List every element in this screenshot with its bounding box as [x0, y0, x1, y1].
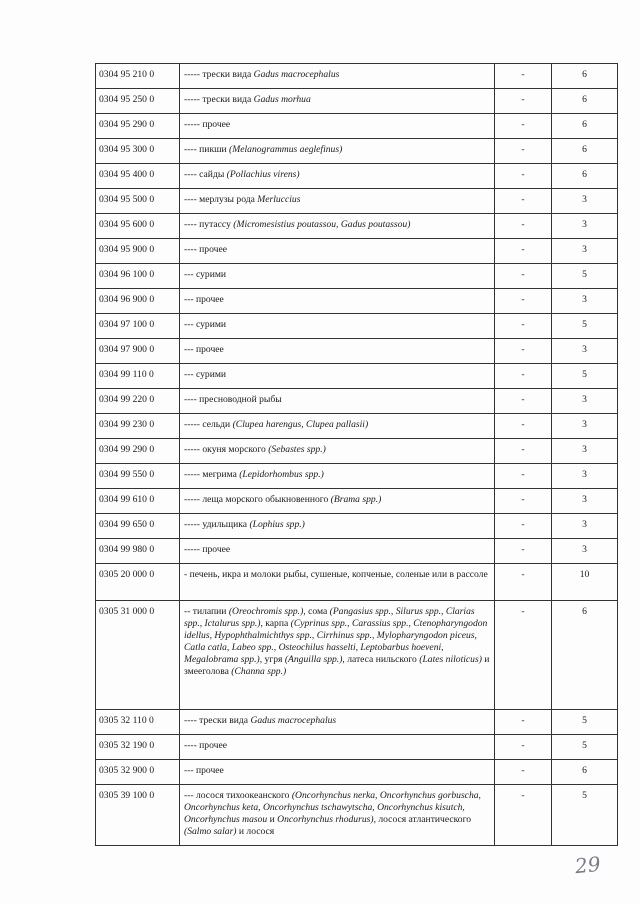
table-row [96, 601, 618, 710]
table-row [96, 114, 618, 139]
description-cell: --- прочее [180, 760, 495, 785]
rate-cell: 5 [552, 364, 618, 389]
rate-cell: 6 [552, 89, 618, 114]
tariff-code-cell: 0304 95 900 0 [96, 239, 180, 264]
description-cell: -- тилапии (Oreochromis spp.), сома (Pangasius spp., Silurus spp., Clarias spp., Ictalurus spp.), карпа (Cyprinus spp., Carassius spp., Ctenopharyngodon idellus, Hypophthalmichthys spp., Cirrhinus spp., Mylopharyngodon piceus, Catla catla, Labeo spp., Osteochilus hasselti, Leptobarbus hoeveni, Megalobrama spp.), угря (Anguilla spp.), латеса нильского (Lates niloticus) и змееголова (Channa spp.) [180, 601, 495, 710]
tariff-code-cell: 0305 39 100 0 [96, 785, 180, 846]
description-cell: --- сурими [180, 314, 495, 339]
rate-cell: 5 [552, 314, 618, 339]
rate-cell: 5 [552, 264, 618, 289]
unit-cell: - [495, 439, 552, 464]
table-row [96, 364, 618, 389]
table-row [96, 64, 618, 89]
description-cell: --- прочее [180, 289, 495, 314]
description-cell: ----- окуня морского (Sebastes spp.) [180, 439, 495, 464]
tariff-code-cell: 0304 99 220 0 [96, 389, 180, 414]
table-row [96, 489, 618, 514]
unit-cell: - [495, 264, 552, 289]
tariff-code-cell: 0305 20 000 0 [96, 564, 180, 601]
table-row [96, 239, 618, 264]
unit-cell: - [495, 564, 552, 601]
rate-cell: 6 [552, 760, 618, 785]
table-row [96, 189, 618, 214]
table-row [96, 339, 618, 364]
description-cell: ----- удильщика (Lophius spp.) [180, 514, 495, 539]
rate-cell: 3 [552, 389, 618, 414]
tariff-code-cell: 0304 95 500 0 [96, 189, 180, 214]
description-cell: ----- трески вида Gadus macrocephalus [180, 64, 495, 89]
rate-cell: 5 [552, 735, 618, 760]
unit-cell: - [495, 114, 552, 139]
tariff-code-cell: 0305 32 110 0 [96, 710, 180, 735]
table-row [96, 389, 618, 414]
table-row [96, 289, 618, 314]
unit-cell: - [495, 489, 552, 514]
unit-cell: - [495, 735, 552, 760]
rate-cell: 10 [552, 564, 618, 601]
tariff-code-cell: 0305 32 190 0 [96, 735, 180, 760]
unit-cell: - [495, 464, 552, 489]
unit-cell: - [495, 314, 552, 339]
rate-cell: 5 [552, 785, 618, 846]
tariff-code-cell: 0304 99 550 0 [96, 464, 180, 489]
description-cell: ---- трески вида Gadus macrocephalus [180, 710, 495, 735]
description-cell: ----- прочее [180, 539, 495, 564]
unit-cell: - [495, 289, 552, 314]
description-cell: ---- пикши (Melanogrammus aeglefinus) [180, 139, 495, 164]
table-row [96, 139, 618, 164]
unit-cell: - [495, 189, 552, 214]
tariff-code-cell: 0304 95 400 0 [96, 164, 180, 189]
description-cell: - печень, икра и молоки рыбы, сушеные, копченые, соленые или в рассоле [180, 564, 495, 601]
table-row [96, 264, 618, 289]
description-cell: --- сурими [180, 364, 495, 389]
unit-cell: - [495, 785, 552, 846]
rate-cell: 3 [552, 214, 618, 239]
unit-cell: - [495, 539, 552, 564]
description-cell: ----- трески вида Gadus morhua [180, 89, 495, 114]
description-cell: ---- сайды (Pollachius virens) [180, 164, 495, 189]
unit-cell: - [495, 239, 552, 264]
description-cell: --- прочее [180, 339, 495, 364]
rate-cell: 6 [552, 164, 618, 189]
table-row [96, 760, 618, 785]
unit-cell: - [495, 760, 552, 785]
rate-cell: 6 [552, 139, 618, 164]
tariff-code-cell: 0304 99 230 0 [96, 414, 180, 439]
tariff-code-cell: 0304 95 290 0 [96, 114, 180, 139]
table-row [96, 439, 618, 464]
description-cell: ---- пресноводной рыбы [180, 389, 495, 414]
unit-cell: - [495, 710, 552, 735]
tariff-code-cell: 0304 95 210 0 [96, 64, 180, 89]
table-row [96, 314, 618, 339]
table-row [96, 710, 618, 735]
tariff-code-cell: 0304 99 110 0 [96, 364, 180, 389]
table-row [96, 214, 618, 239]
description-cell: ---- прочее [180, 735, 495, 760]
tariff-code-cell: 0304 95 250 0 [96, 89, 180, 114]
rate-cell: 6 [552, 114, 618, 139]
table-row [96, 164, 618, 189]
table-row [96, 514, 618, 539]
description-cell: --- сурими [180, 264, 495, 289]
tariff-code-cell: 0304 97 900 0 [96, 339, 180, 364]
tariff-code-cell: 0305 32 900 0 [96, 760, 180, 785]
table-row [96, 735, 618, 760]
tariff-code-cell: 0304 96 100 0 [96, 264, 180, 289]
tariff-code-cell: 0304 99 290 0 [96, 439, 180, 464]
description-cell: --- лосося тихоокеанского (Oncorhynchus nerka, Oncorhynchus gorbuscha, Oncorhynchus keta, Oncorhynchus tschawytscha, Oncorhynchus kisutch, Oncorhynchus masou и Oncorhynchus rhodurus), лосося атлантического (Salmo salar) и лосося [180, 785, 495, 846]
description-cell: ---- мерлузы рода Merluccius [180, 189, 495, 214]
table-row [96, 89, 618, 114]
rate-cell: 3 [552, 239, 618, 264]
tariff-table [95, 63, 618, 846]
unit-cell: - [495, 389, 552, 414]
description-cell: ----- мегрима (Lepidorhombus spp.) [180, 464, 495, 489]
table-row [96, 464, 618, 489]
unit-cell: - [495, 364, 552, 389]
table-row [96, 785, 618, 846]
tariff-code-cell: 0305 31 000 0 [96, 601, 180, 710]
tariff-code-cell: 0304 96 900 0 [96, 289, 180, 314]
tariff-table-body [96, 64, 618, 846]
rate-cell: 6 [552, 64, 618, 89]
unit-cell: - [495, 139, 552, 164]
unit-cell: - [495, 414, 552, 439]
rate-cell: 3 [552, 464, 618, 489]
tariff-code-cell: 0304 97 100 0 [96, 314, 180, 339]
unit-cell: - [495, 164, 552, 189]
unit-cell: - [495, 514, 552, 539]
table-row [96, 564, 618, 601]
handwritten-page-number: 29 [573, 851, 602, 879]
rate-cell: 3 [552, 439, 618, 464]
rate-cell: 6 [552, 601, 618, 710]
unit-cell: - [495, 64, 552, 89]
unit-cell: - [495, 89, 552, 114]
tariff-code-cell: 0304 95 300 0 [96, 139, 180, 164]
rate-cell: 5 [552, 710, 618, 735]
rate-cell: 3 [552, 514, 618, 539]
unit-cell: - [495, 214, 552, 239]
rate-cell: 3 [552, 339, 618, 364]
rate-cell: 3 [552, 489, 618, 514]
description-cell: ---- путассу (Micromesistius poutassou, Gadus poutassou) [180, 214, 495, 239]
rate-cell: 3 [552, 289, 618, 314]
tariff-code-cell: 0304 95 600 0 [96, 214, 180, 239]
tariff-code-cell: 0304 99 980 0 [96, 539, 180, 564]
table-row [96, 539, 618, 564]
unit-cell: - [495, 339, 552, 364]
unit-cell: - [495, 601, 552, 710]
rate-cell: 3 [552, 189, 618, 214]
tariff-code-cell: 0304 99 610 0 [96, 489, 180, 514]
description-cell: ----- прочее [180, 114, 495, 139]
table-row [96, 414, 618, 439]
description-cell: ----- сельди (Clupea harengus, Clupea pallasii) [180, 414, 495, 439]
description-cell: ----- леща морского обыкновенного (Brama spp.) [180, 489, 495, 514]
description-cell: ---- прочее [180, 239, 495, 264]
tariff-code-cell: 0304 99 650 0 [96, 514, 180, 539]
rate-cell: 3 [552, 539, 618, 564]
rate-cell: 3 [552, 414, 618, 439]
